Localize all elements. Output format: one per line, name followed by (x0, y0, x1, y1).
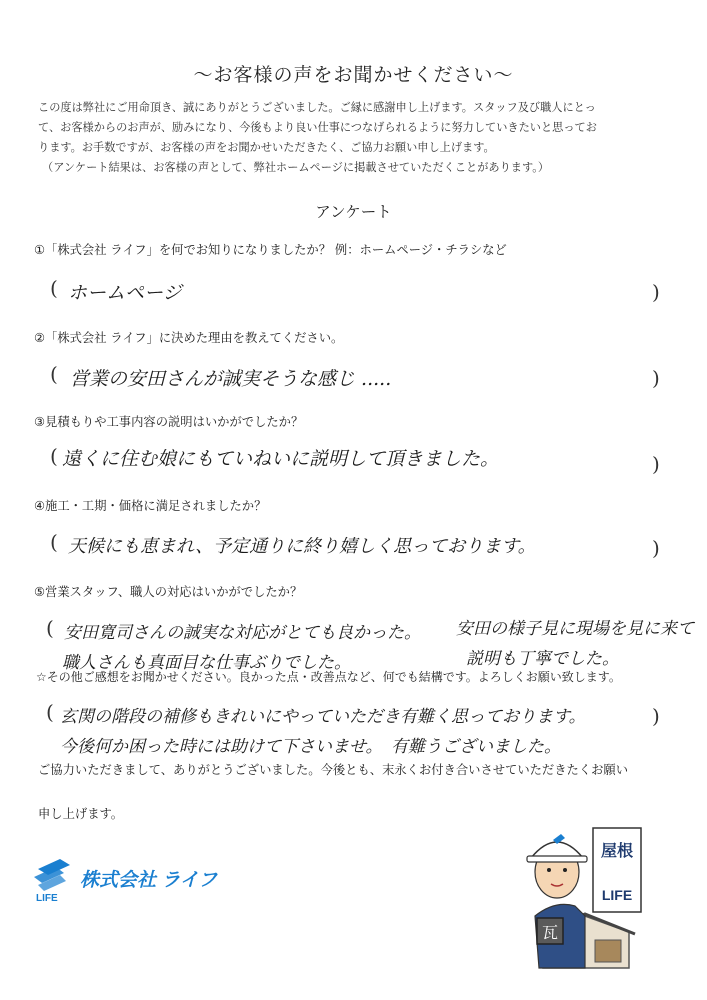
closing-line: ご協力いただきまして、ありがとうございました。今後とも、末永くお付き合いさせていただきたくお願い (38, 763, 629, 777)
paren-close: ) (652, 280, 660, 304)
paren-close: ) (652, 536, 660, 560)
paren-close: ) (652, 366, 660, 390)
question-6: ☆その他ご感想をお聞かせください。良かった点・改善点など、何でも結構です。よろしくお願い致します。 (36, 670, 621, 684)
answer-2: 営業の安田さんが誠実そうな感じ ..... (70, 368, 392, 390)
closing-line: 申し上げます。 (38, 807, 124, 821)
sign-text: 屋根 (600, 841, 634, 860)
answer-6-line-1: 玄関の階段の補修もきれいにやっていただき有難く思っております。 (60, 707, 586, 727)
tile-char: 瓦 (541, 923, 559, 942)
answer-5-line-1: 安田寛司さんの誠実な対応がとても良かった。 (64, 623, 421, 643)
intro-line: この度は弊社にご用命頂き、誠にありがとうございました。ご縁に感謝申し上げます。スタッフ及び職人にとっ (38, 101, 596, 114)
paren-open: ( (46, 616, 54, 640)
logo-text: LIFE (36, 893, 58, 904)
question-3: ③見積もりや工事内容の説明はいかがでしたか？ (34, 415, 304, 429)
paren-close: ) (652, 704, 660, 728)
answer-5-line-2b: 説明も丁寧でした。 (466, 649, 619, 669)
company-logo (30, 855, 250, 905)
paren-open: ( (46, 700, 54, 724)
company-name: 株式会社 ライフ (80, 870, 218, 891)
answer-5-line-2: 職人さんも真面目な仕事ぶりでした。 (62, 653, 351, 673)
paren-open: ( (50, 530, 58, 554)
paren-open: ( (50, 444, 58, 468)
intro-line: ります。お手数ですが、お客様の声をお聞かせいただきたく、ご協力お願い申し上げます。 (38, 141, 495, 154)
question-4: ④施工・工期・価格に満足されましたか？ (34, 499, 267, 513)
answer-6-line-2: 今後何か困った時には助けて下さいませ。 有難うございました。 (60, 737, 561, 757)
intro-line: （アンケート結果は、お客様の声として、弊社ホームページに掲載させていただくことがあります。） (42, 161, 550, 174)
question-5: ⑤営業スタッフ、職人の対応はいかがでしたか？ (34, 585, 303, 599)
mascot-icon (515, 820, 655, 970)
closing-text (38, 760, 678, 824)
question-2: ②「株式会社 ライフ」に決めた理由を教えてください。 (34, 331, 344, 345)
intro-line: て、お客様からのお声が、励みになり、今後もより良い仕事につなげられるように努力していきたいと思ってお (38, 121, 597, 134)
paren-close: ) (652, 452, 660, 476)
page-title: ～お客様の声をお聞かせください～ (193, 64, 514, 86)
answer-1: ホームページ (68, 282, 182, 304)
answer-4: 天候にも恵まれ、予定通りに終り嬉しく思っております。 (68, 536, 536, 557)
answer-5-line-1b: 安田の様子見に現場を見に来て (456, 619, 694, 639)
survey-heading: アンケート (315, 203, 392, 221)
paren-open: ( (50, 362, 58, 386)
intro-text (38, 98, 678, 178)
mascot-illustration (515, 820, 655, 970)
question-1: ①「株式会社 ライフ」を何でお知りになりましたか？ 例：ホームページ・チラシなど (34, 243, 507, 257)
paren-open: ( (50, 276, 58, 300)
answer-3: 遠くに住む娘にもていねいに説明して頂きました。 (62, 448, 500, 470)
sign-sub: LIFE (601, 887, 633, 903)
